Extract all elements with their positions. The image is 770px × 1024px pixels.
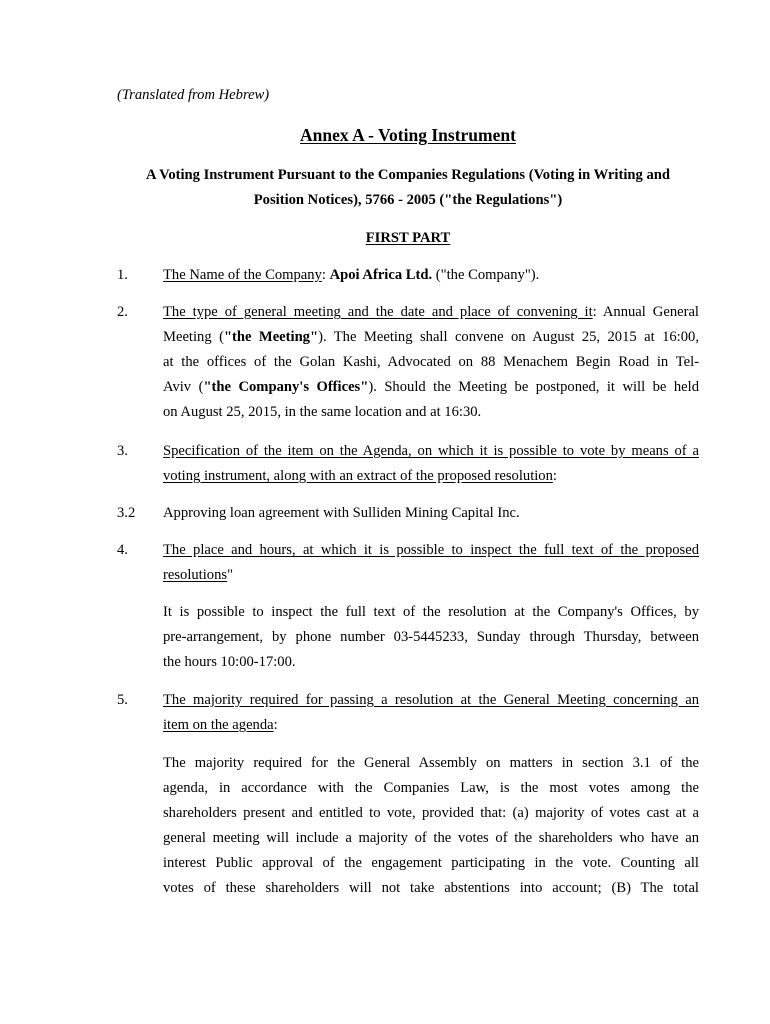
document-title: Annex A - Voting Instrument bbox=[300, 125, 516, 145]
item-2-number: 2. bbox=[117, 304, 128, 320]
item-4-heading-line-1: The place and hours, at which it is possible to inspect the full text of the proposed bbox=[163, 542, 699, 558]
item-3-2-number: 3.2 bbox=[117, 505, 136, 521]
item-4-heading-line-2: resolutions" bbox=[163, 567, 234, 583]
item-5-para-line-5: interest Public approval of the engagement participating in the vote. Counting all bbox=[163, 855, 699, 871]
item-2-heading: The type of general meeting and the date and place of convening it bbox=[163, 304, 593, 320]
item-5-heading-line-2: item on the agenda: bbox=[163, 717, 278, 733]
item-1-number: 1. bbox=[117, 267, 128, 283]
translation-note: (Translated from Hebrew) bbox=[117, 87, 270, 103]
item-3-heading-line-2: voting instrument, along with an extract of the proposed resolution: bbox=[163, 468, 557, 484]
item-2-line-2: Meeting ("the Meeting"). The Meeting shall convene on August 25, 2015 at 16:00, bbox=[163, 329, 699, 345]
item-2-line-3: at the offices of the Golan Kashi, Advocated on 88 Menachem Begin Road in Tel- bbox=[163, 354, 699, 370]
item-5-para-line-2: agenda, in accordance with the Companies Law, is the most votes among the bbox=[163, 780, 699, 796]
item-4-para-line-2: pre-arrangement, by phone number 03-5445233, Sunday through Thursday, between bbox=[163, 629, 699, 645]
item-5-heading-line-1: The majority required for passing a resolution at the General Meeting concerning an bbox=[163, 692, 699, 708]
item-4-para-line-1: It is possible to inspect the full text of the resolution at the Company's Offices, by bbox=[163, 604, 699, 620]
company-name: Apoi Africa Ltd. bbox=[329, 267, 433, 283]
item-1-heading: The Name of the Company bbox=[163, 267, 322, 283]
item-5-para-line-4: general meeting will include a majority of the votes of the shareholders who have an bbox=[163, 830, 699, 846]
item-2-line-5: on August 25, 2015, in the same location and at 16:30. bbox=[163, 404, 482, 420]
item-3-heading-line-1: Specification of the item on the Agenda, on which it is possible to vote by means of a bbox=[163, 443, 699, 459]
subtitle-line-1: A Voting Instrument Pursuant to the Companies Regulations (Voting in Writing and bbox=[146, 167, 670, 183]
item-2-line-1: The type of general meeting and the date and place of convening it: Annual General bbox=[163, 304, 699, 320]
item-4-para-line-3: the hours 10:00-17:00. bbox=[163, 654, 296, 670]
item-4-number: 4. bbox=[117, 542, 128, 558]
item-3-2-text: Approving loan agreement with Sulliden Mining Capital Inc. bbox=[163, 505, 520, 521]
item-5-para-line-3: shareholders present and entitled to vote, provided that: (a) majority of votes cast at a bbox=[163, 805, 699, 821]
item-5-number: 5. bbox=[117, 692, 128, 708]
item-5-para-line-6: votes of these shareholders will not take abstentions into account; (B) The total bbox=[163, 880, 699, 896]
part-heading: FIRST PART bbox=[365, 230, 451, 246]
item-5-para-line-1: The majority required for the General Assembly on matters in section 3.1 of the bbox=[163, 755, 699, 771]
item-2-line-4: Aviv ("the Company's Offices"). Should the Meeting be postponed, it will be held bbox=[163, 379, 699, 395]
subtitle-line-2: Position Notices), 5766 - 2005 ("the Regulations") bbox=[253, 192, 563, 208]
item-1: The Name of the Company: Apoi Africa Ltd. ("the Company"). bbox=[163, 267, 540, 283]
item-3-number: 3. bbox=[117, 443, 128, 459]
